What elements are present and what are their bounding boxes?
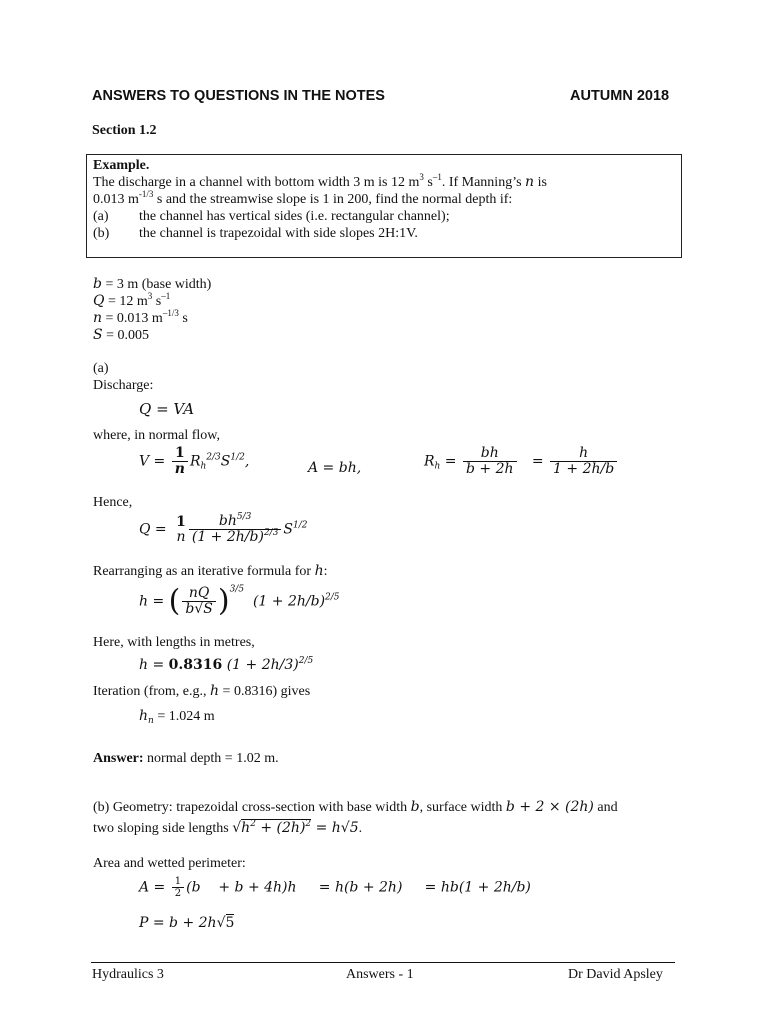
equation-velocity: V = $\frac{1}{n}$ $R_h^{2/3}S^{1/2}$,: [139, 445, 250, 477]
footer-left: Hydraulics 3: [92, 967, 164, 982]
text: Iteration (from, e.g.,: [93, 684, 207, 699]
text: , surface width: [419, 800, 503, 815]
example-item-label: (b): [93, 226, 110, 241]
hence-text: Hence,: [93, 495, 133, 510]
answer-text: normal depth = 1.02 m.: [147, 751, 279, 766]
part-b-line-2: two sloping side lengths $√h^2 + (2h)^2 = h√5$.: [93, 819, 363, 836]
equation-numeric: h = 0.8316 $(1 + 2h/3)^{2/5}$: [139, 656, 314, 673]
coefficient: 0.8316: [168, 657, 223, 673]
given-value: = 0.013 m: [105, 311, 163, 326]
equation-discharge: Q = 1 n $\frac{bh^{5/3}}{(1 + 2h/b)^{2/3}}$ $S^{1/2}$: [139, 512, 308, 545]
text: two sloping side lengths: [93, 821, 229, 836]
text: and: [597, 800, 618, 815]
answer-line: [93, 750, 279, 767]
part-a-label: (a): [93, 361, 109, 376]
given-value: = 3 m (base width): [105, 277, 212, 292]
example-item-text: the channel has vertical sides (i.e. rectangular channel);: [139, 209, 450, 224]
where-text: where, in normal flow,: [93, 428, 220, 443]
text: = 1.024 m: [157, 709, 215, 724]
example-text: . If Manning’s: [441, 175, 522, 190]
equation-hydraulic-radius: $R_h$ = $\frac{bh}{b + 2h}$ = $\frac{h}{1 + 2h/b}$: [424, 446, 619, 477]
given-s: S = 0.005: [93, 327, 149, 343]
part-b-line-1: (b) Geometry: trapezoidal cross-section with base width b, surface width b + 2 × (2h) and: [93, 799, 618, 815]
text: Rearranging as an iterative formula for: [93, 564, 312, 579]
iteration-text: Iteration (from, e.g., h = 0.8316) gives: [93, 683, 311, 699]
example-text: The discharge in a channel with bottom width 3 m is 12 m: [93, 175, 420, 190]
normal-depth-result: $h_n = 1.024$ m: [139, 708, 215, 726]
section-heading: Section 1.2: [92, 123, 157, 138]
example-text: is: [537, 175, 547, 190]
footer-center: Answers - 1: [346, 967, 414, 982]
document-title: ANSWERS TO QUESTIONS IN THE NOTES: [92, 88, 385, 104]
given-n: n = 0.013 $m^{-1/3}$ s: [93, 308, 188, 326]
example-text: s: [427, 175, 433, 190]
example-line-1: The discharge in a channel with bottom width 3 m is 12 $m^3$ $s^{-1}$. If Manning’s n is: [93, 172, 547, 190]
equation-q-va: Q = VA: [139, 400, 195, 418]
text: (b) Geometry: trapezoidal cross-section with base width: [93, 800, 408, 815]
example-heading: Example.: [93, 158, 150, 173]
footer-divider: [91, 962, 675, 963]
term-label: AUTUMN 2018: [570, 88, 670, 104]
example-text: s and the streamwise slope is 1 in 200, find the normal depth if:: [156, 192, 513, 207]
given-value: = 0.005: [106, 328, 149, 343]
footer-right: Dr David Apsley: [568, 967, 663, 982]
example-item-text: the channel is trapezoidal with side slopes 2H:1V.: [139, 226, 418, 241]
example-item-label: (a): [93, 209, 109, 224]
equation-perimeter: P = b + 2h√5: [139, 915, 235, 931]
given-b: b = 3 m (base width): [93, 276, 212, 292]
equation-area-rect: A = bh,: [308, 460, 362, 476]
given-value: s: [182, 311, 188, 326]
here-text: Here, with lengths in metres,: [93, 635, 255, 650]
given-value: s: [155, 294, 162, 309]
text: :: [323, 564, 328, 579]
given-q: Q = 12 $m^3$ $s^{-1}$: [93, 291, 171, 309]
example-line-2: 0.013 $m^{-1/3}$ s and the streamwise slope is 1 in 200, find the normal depth if:: [93, 189, 513, 207]
given-value: = 12 m: [107, 294, 148, 309]
equation-iterative: h = ( $\frac{nQ}{b√S}$ )$^{3/5}$ $(1 + 2h/b)^{2/5}$: [139, 583, 340, 619]
rearranging-text: Rearranging as an iterative formula for h:: [93, 563, 328, 579]
answer-label: Answer:: [93, 751, 144, 766]
example-text: 0.013 m: [93, 192, 139, 207]
equation-area-trap: A = $\frac{1}{2}$ (b + b + 4h)h = h(b + 2h) = hb(1 + 2h/b): [139, 876, 531, 899]
discharge-label: Discharge:: [93, 378, 154, 393]
text: = 0.8316) gives: [222, 684, 311, 699]
area-perimeter-label: Area and wetted perimeter:: [93, 856, 246, 871]
